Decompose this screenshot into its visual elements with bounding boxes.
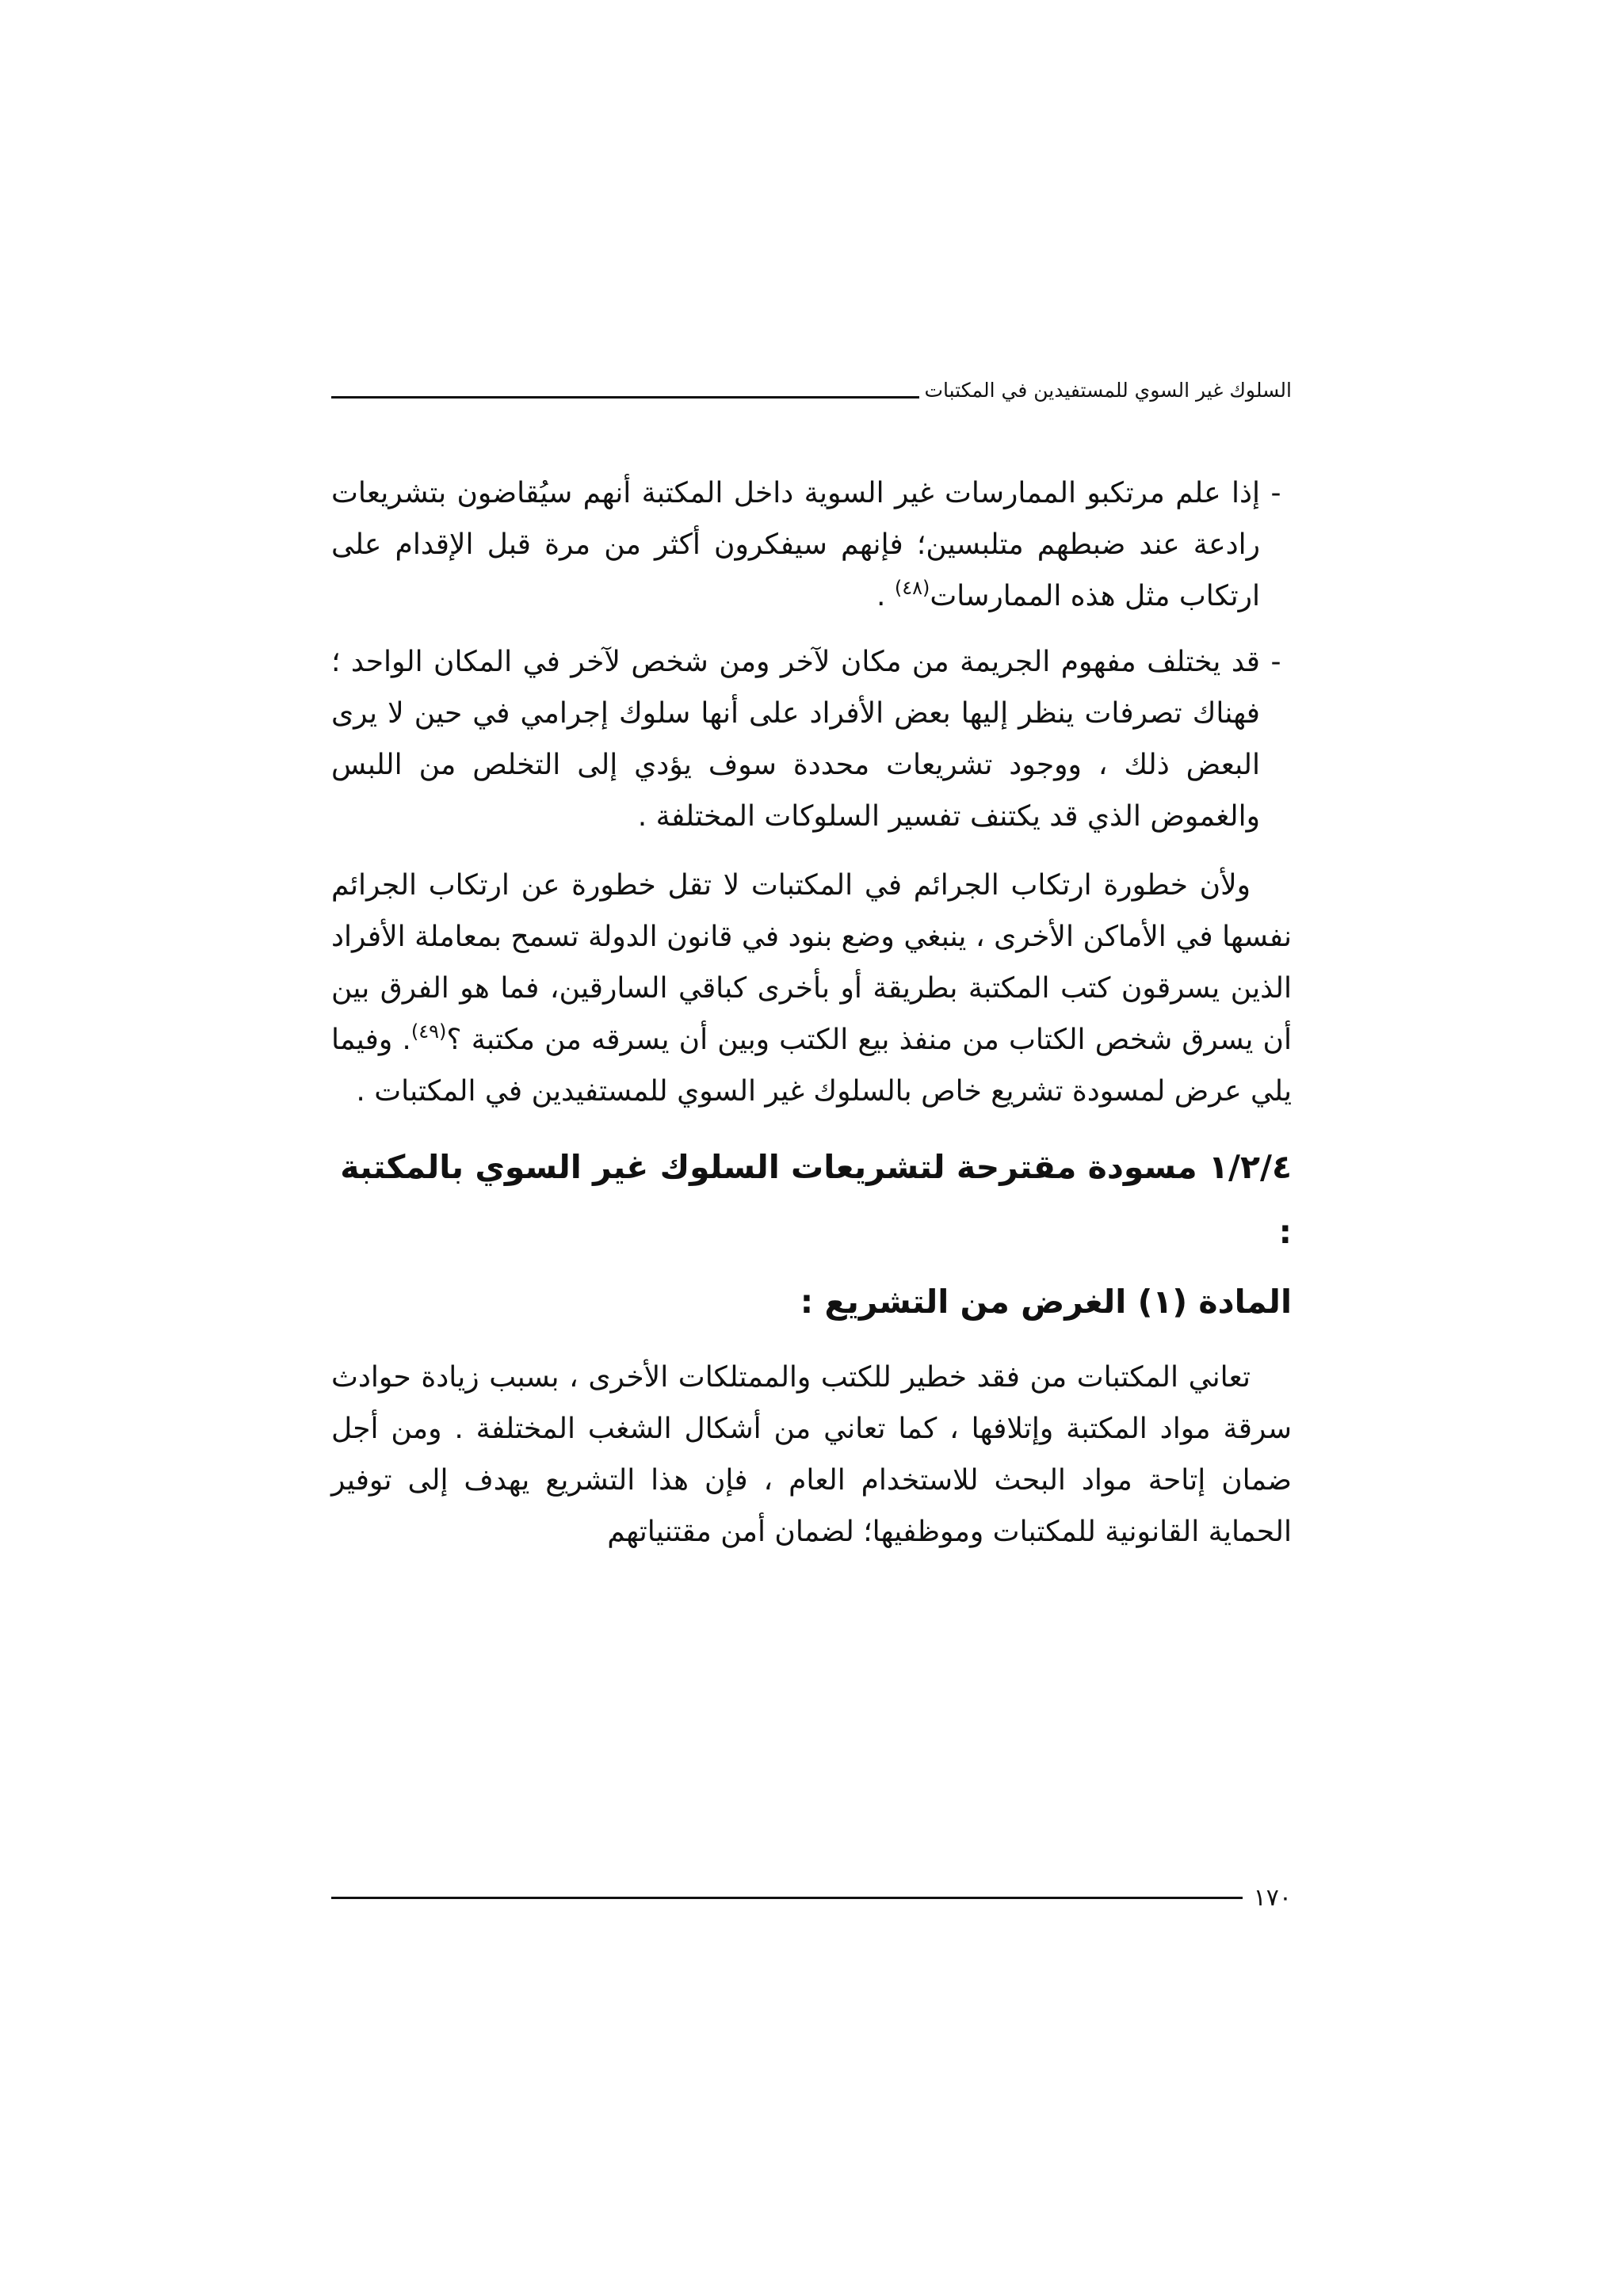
paragraph-text-continued: . وفيما يلي عرض لمسودة تشريع خاص بالسلوك غير السوي للمستفيدين في المكتبات .: [331, 1024, 1292, 1108]
bullet-item-2: [331, 636, 1292, 842]
body-text: [331, 467, 1292, 1558]
footnote-marker[interactable]: (٤٩): [411, 1020, 447, 1043]
section-heading: ١/٢/٤ مسودة مقترحة لتشريعات السلوك غير السوي بالمكتبة :: [340, 1148, 1292, 1251]
bullet-item-1: [331, 467, 1292, 622]
paragraph-crimes: [331, 860, 1292, 1117]
running-header: [331, 371, 1292, 402]
bullet-end: .: [876, 580, 895, 612]
footnote-marker[interactable]: (٤٨): [894, 577, 930, 599]
article-heading: المادة (١) الغرض من التشريع :: [800, 1283, 1292, 1321]
bullet-dash: -: [1270, 477, 1281, 509]
header-rule: [331, 396, 919, 399]
bullet-dash: -: [1270, 646, 1281, 678]
running-header-title: السلوك غير السوي للمستفيدين في المكتبات: [924, 379, 1292, 402]
page-number: ١٧٠: [1253, 1883, 1292, 1912]
footer-rule: [331, 1897, 1243, 1899]
bullet-text: إذا علم مرتكبو الممارسات غير السوية داخل المكتبة أنهم سيُقاضون بتشريعات رادعة عند ضبطهم متلبسين؛ فإنهم سيفكرون أكثر من مرة قبل الإقدام على ارتكاب مثل هذه الممارسات: [331, 477, 1260, 612]
paragraph-text: ولأن خطورة ارتكاب الجرائم في المكتبات لا تقل خطورة عن ارتكاب الجرائم نفسها في الأماكن الأخرى ، ينبغي وضع بنود في قانون الدولة تسمح بمعاملة الأفراد الذين يسرقون كتب المكتبة بطريقة أو بأخرى كباقي السارقين، فما هو الفرق بين أن يسرق شخص الكتاب من منفذ بيع الكتب وبين أن يسرقه من مكتبة ؟: [331, 869, 1292, 1056]
page-footer: [331, 1882, 1292, 1913]
paragraph-purpose: تعاني المكتبات من فقد خطير للكتب والممتلكات الأخرى ، بسبب زيادة حوادث سرقة مواد المكتبة وإتلافها ، كما تعاني من أشكال الشغب المختلفة . ومن أجل ضمان إتاحة مواد البحث للاستخدام العام ، فإن هذا التشريع يهدف إلى توفير الحماية القانونية للمكتبات وموظفيها؛ لضمان أمن مقتنياتهم: [331, 1361, 1292, 1548]
bullet-text: قد يختلف مفهوم الجريمة من مكان لآخر ومن شخص لآخر في المكان الواحد ؛ فهناك تصرفات ينظر إليها بعض الأفراد على أنها سلوك إجرامي في حين لا يرى البعض ذلك ، ووجود تشريعات محددة سوف يؤدي إلى التخلص من اللبس والغموض الذي قد يكتنف تفسير السلوكات المختلفة .: [331, 646, 1260, 833]
